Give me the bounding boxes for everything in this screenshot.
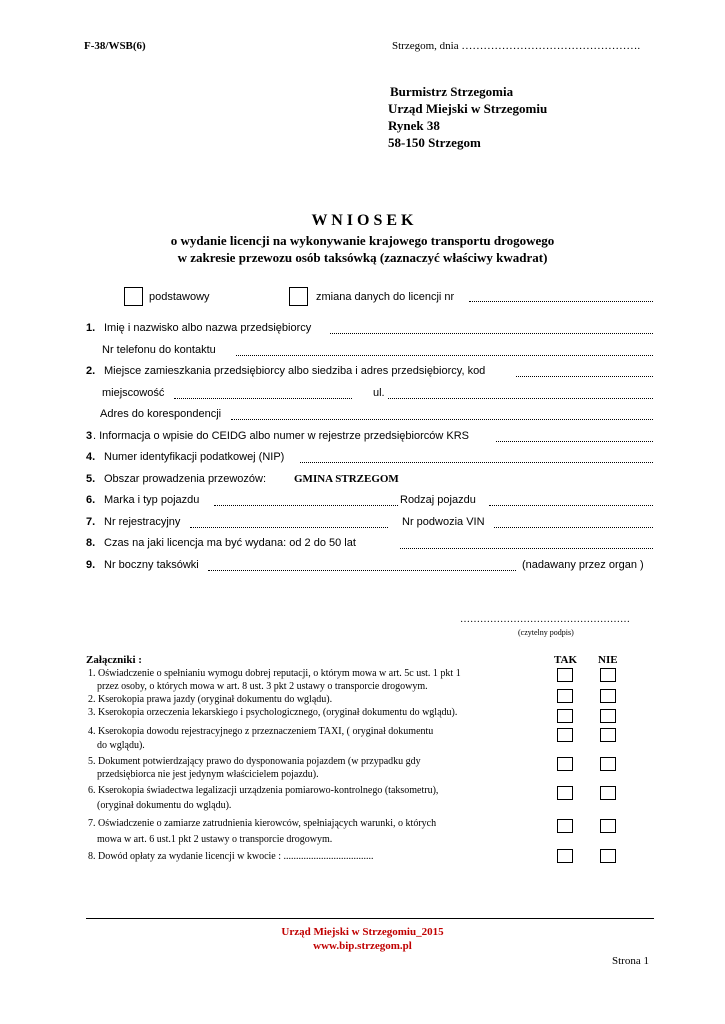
- document-title: W N I O S E K: [311, 212, 414, 229]
- page-number: Strona 1: [612, 955, 649, 967]
- attachment-7-line-2: mowa w art. 6 ust.1 pkt 2 ustawy o transporcie drogowym.: [97, 834, 333, 845]
- column-tak: TAK: [554, 654, 578, 666]
- correspondence-label: Adres do korespondencji: [100, 408, 222, 420]
- vehicle-type-field[interactable]: [489, 505, 653, 506]
- attachment-5-line-1: 5. Dokument potwierdzający prawo do dysponowania pojazdem (w przypadku gdy: [88, 756, 421, 767]
- field-6-number: 6.: [86, 494, 96, 506]
- field-1-label: Imię i nazwisko albo nazwa przedsiębiorcy: [104, 322, 312, 334]
- basic-checkbox[interactable]: [124, 287, 143, 306]
- recipient-line-4: 58-150 Strzegom: [388, 135, 481, 150]
- footer-office: Urząd Miejski w Strzegomiu_2015: [281, 926, 444, 938]
- signature-line[interactable]: ……………………………………………: [460, 614, 630, 625]
- license-duration-field[interactable]: [400, 548, 653, 549]
- attachment-4-yes-checkbox[interactable]: [557, 728, 573, 742]
- attachment-7-line-1: 7. Oświadczenie o zamiarze zatrudnienia kierowców, spełniających warunki, o których: [88, 818, 437, 829]
- registration-field[interactable]: [190, 527, 388, 528]
- attachment-7-no-checkbox[interactable]: [600, 819, 616, 833]
- phone-label: Nr telefonu do kontaktu: [102, 344, 216, 356]
- vehicle-make-field[interactable]: [214, 505, 398, 506]
- footer-website[interactable]: www.bip.strzegom.pl: [313, 940, 412, 952]
- document-subtitle-2: w zakresie przewozu osób taksówką (zaznaczyć właściwy kwadrat): [177, 250, 548, 265]
- krs-field[interactable]: [496, 441, 653, 442]
- document-subtitle-1: o wydanie licencji na wykonywanie krajowego transportu drogowego: [170, 233, 555, 248]
- attachments-heading: Załączniki :: [86, 654, 142, 666]
- attachment-8-yes-checkbox[interactable]: [557, 849, 573, 863]
- signature-caption: (czytelny podpis): [518, 628, 574, 637]
- field-9-label: Nr boczny taksówki: [104, 559, 199, 571]
- attachment-5-line-2: przedsiębiorca nie jest jedynym właścicielem pojazdu).: [97, 769, 319, 780]
- field-9-number: 9.: [86, 559, 96, 571]
- field-8-label: Czas na jaki licencja ma być wydana: od 2 do 50 lat: [104, 537, 356, 549]
- field-3-label: . Informacja o wpisie do CEIDG albo numer w rejestrze przedsiębiorców KRS: [93, 430, 469, 442]
- attachment-8-line-1: 8. Dowód opłaty za wydanie licencji w kwocie : ....................................: [88, 851, 374, 862]
- change-label: zmiana danych do licencji nr: [316, 291, 455, 303]
- attachment-2-yes-checkbox[interactable]: [557, 689, 573, 703]
- street-label: ul.: [373, 387, 385, 399]
- attachment-6-line-2: (oryginał dokumentu do wglądu).: [97, 800, 232, 811]
- basic-label: podstawowy: [149, 291, 210, 303]
- field-2-label: Miejsce zamieszkania przedsiębiorcy albo siedziba i adres przedsiębiorcy, kod: [104, 365, 486, 377]
- attachment-5-yes-checkbox[interactable]: [557, 757, 573, 771]
- attachment-6-yes-checkbox[interactable]: [557, 786, 573, 800]
- attachment-8-no-checkbox[interactable]: [600, 849, 616, 863]
- nip-field[interactable]: [300, 462, 653, 463]
- attachment-5-no-checkbox[interactable]: [600, 757, 616, 771]
- area-value: GMINA STRZEGOM: [294, 473, 399, 485]
- vin-label: Nr podwozia VIN: [402, 516, 485, 528]
- field-5-label: Obszar prowadzenia przewozów:: [104, 473, 267, 485]
- attachment-6-no-checkbox[interactable]: [600, 786, 616, 800]
- postal-code-field[interactable]: [516, 376, 653, 377]
- city-field[interactable]: [174, 398, 352, 399]
- phone-field[interactable]: [236, 355, 653, 356]
- field-8-number: 8.: [86, 537, 96, 549]
- field-4-label: Numer identyfikacji podatkowej (NIP): [104, 451, 285, 463]
- attachment-3-yes-checkbox[interactable]: [557, 709, 573, 723]
- attachment-1-line-1: 1. Oświadczenie o spełnianiu wymogu dobrej reputacji, o którym mowa w art. 5c ust. 1 pkt 1: [88, 668, 461, 679]
- attachment-1-no-checkbox[interactable]: [600, 668, 616, 682]
- field-3-number: 3: [86, 430, 93, 442]
- attachment-4-no-checkbox[interactable]: [600, 728, 616, 742]
- correspondence-field[interactable]: [231, 419, 653, 420]
- place-date[interactable]: Strzegom, dnia ………………………………………….: [392, 40, 641, 52]
- recipient-line-3: Rynek 38: [388, 118, 440, 133]
- street-field[interactable]: [388, 398, 653, 399]
- attachment-4-line-2: do wglądu).: [97, 740, 145, 751]
- city-label: miejscowość: [102, 387, 165, 399]
- attachment-1-line-2: przez osoby, o których mowa w art. 8 ust. 3 pkt 2 ustawy o transporcie drogowym.: [97, 681, 428, 692]
- attachment-4-line-1: 4. Kserokopia dowodu rejestracyjnego z przeznaczeniem TAXI, ( oryginał dokumentu: [88, 726, 434, 737]
- field-7-label: Nr rejestracyjny: [104, 516, 181, 528]
- footer-divider: [86, 918, 654, 919]
- vehicle-type-label: Rodzaj pojazdu: [400, 494, 476, 506]
- change-checkbox[interactable]: [289, 287, 308, 306]
- side-number-note: (nadawany przez organ ): [522, 559, 644, 571]
- license-number-field[interactable]: [469, 301, 653, 302]
- field-6-label: Marka i typ pojazdu: [104, 494, 200, 506]
- attachment-2-line-1: 2. Kserokopia prawa jazdy (oryginał dokumentu do wglądu).: [88, 694, 333, 705]
- column-nie: NIE: [598, 654, 618, 666]
- attachment-2-no-checkbox[interactable]: [600, 689, 616, 703]
- recipient-line-2: Urząd Miejski w Strzegomiu: [388, 101, 548, 116]
- taxi-side-number-field[interactable]: [208, 570, 516, 571]
- attachment-7-yes-checkbox[interactable]: [557, 819, 573, 833]
- field-2-number: 2.: [86, 365, 96, 377]
- field-5-number: 5.: [86, 473, 96, 485]
- attachment-3-no-checkbox[interactable]: [600, 709, 616, 723]
- form-code: F-38/WSB(6): [84, 40, 146, 52]
- vin-field[interactable]: [494, 527, 653, 528]
- attachment-6-line-1: 6. Kserokopia świadectwa legalizacji urządzenia pomiarowo-kontrolnego (taksometru),: [88, 785, 439, 796]
- field-1-number: 1.: [86, 322, 96, 334]
- field-4-number: 4.: [86, 451, 96, 463]
- attachment-3-line-1: 3. Kserokopia orzeczenia lekarskiego i psychologicznego, (oryginał dokumentu do wglądu).: [88, 707, 458, 718]
- recipient-line-1: Burmistrz Strzegomia: [390, 84, 514, 99]
- field-7-number: 7.: [86, 516, 96, 528]
- attachment-1-yes-checkbox[interactable]: [557, 668, 573, 682]
- name-field[interactable]: [330, 333, 653, 334]
